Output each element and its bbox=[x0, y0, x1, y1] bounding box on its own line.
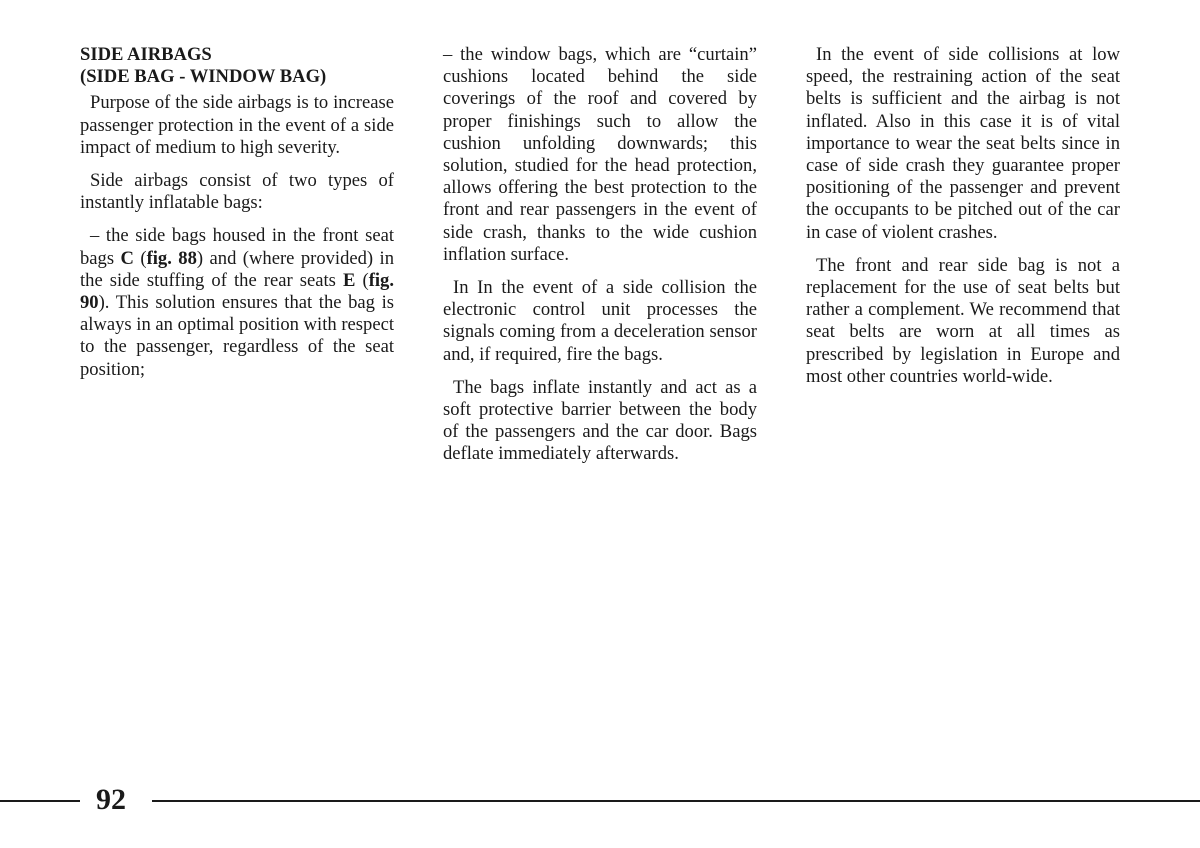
paragraph-purpose: Purpose of the side airbags is to increase passenger protection in the event of a side impact of medium to high severity. bbox=[80, 92, 394, 158]
paragraph-inflation: The bags inflate instantly and act as a soft protective barrier between the body of the passengers and the car door. Bags deflate immediately afterwards. bbox=[443, 376, 757, 465]
text-run: – the side bags housed in the front seat bags bbox=[80, 225, 394, 269]
column-1 bbox=[80, 44, 394, 392]
footer-rule-right bbox=[152, 800, 1200, 802]
fig-ref-88: fig. 88 bbox=[146, 247, 197, 269]
ref-letter-e: E bbox=[343, 269, 356, 291]
heading-line-1: SIDE AIRBAGS bbox=[80, 44, 212, 65]
page-number: 92 bbox=[96, 783, 126, 816]
fig-ref-90: fig. 90 bbox=[80, 269, 394, 314]
paragraph-seat-belts: The front and rear side bag is not a replacement for the use of seat belts but rather a complement. We recommend that seat belts are worn at all times as prescribed by legislation in Europe and most other countries world-wide. bbox=[806, 254, 1120, 387]
column-2 bbox=[443, 44, 757, 477]
paragraph-types: Side airbags consist of two types of instantly inflatable bags: bbox=[80, 170, 394, 214]
heading-line-2: (SIDE BAG - WINDOW BAG) bbox=[80, 66, 327, 88]
text-run: ) and (where provided) in the side stuffing of the rear seats bbox=[80, 247, 395, 291]
paragraph-window-bags: – the window bags, which are “curtain” cushions located behind the side coverings of the roof and covered by proper finishings such to allow the cushion unfolding downwards; this solution, studied for the head protection, allows offering the best protection to the front and rear passengers in the event of side crash, thanks to the wide cushion inflation surface. bbox=[443, 44, 757, 265]
paragraph-low-speed: In the event of side collisions at low speed, the restraining action of the seat belts is sufficient and the airbag is not inflated. Also in this case it is of vital importance to wear the seat belts since in case of side crash they guarantee proper positioning of the passenger and prevent the occupants to be pitched out of the car in case of violent crashes. bbox=[806, 44, 1120, 243]
ref-letter-c: C bbox=[120, 247, 134, 269]
section-heading bbox=[80, 44, 394, 88]
text-run: ( bbox=[355, 269, 369, 291]
text-run: ). This solution ensures that the bag is always in an optimal position with respect to the passenger, regardless of the seat position; bbox=[80, 292, 394, 380]
paragraph-control-unit: In In the event of a side collision the electronic control unit processes the signals coming from a deceleration sensor and, if required, fire the bags. bbox=[443, 277, 757, 365]
text-run: ( bbox=[133, 247, 147, 269]
paragraph-side-bags bbox=[80, 225, 394, 380]
footer-rule-left bbox=[0, 800, 80, 802]
column-3 bbox=[806, 44, 1120, 399]
